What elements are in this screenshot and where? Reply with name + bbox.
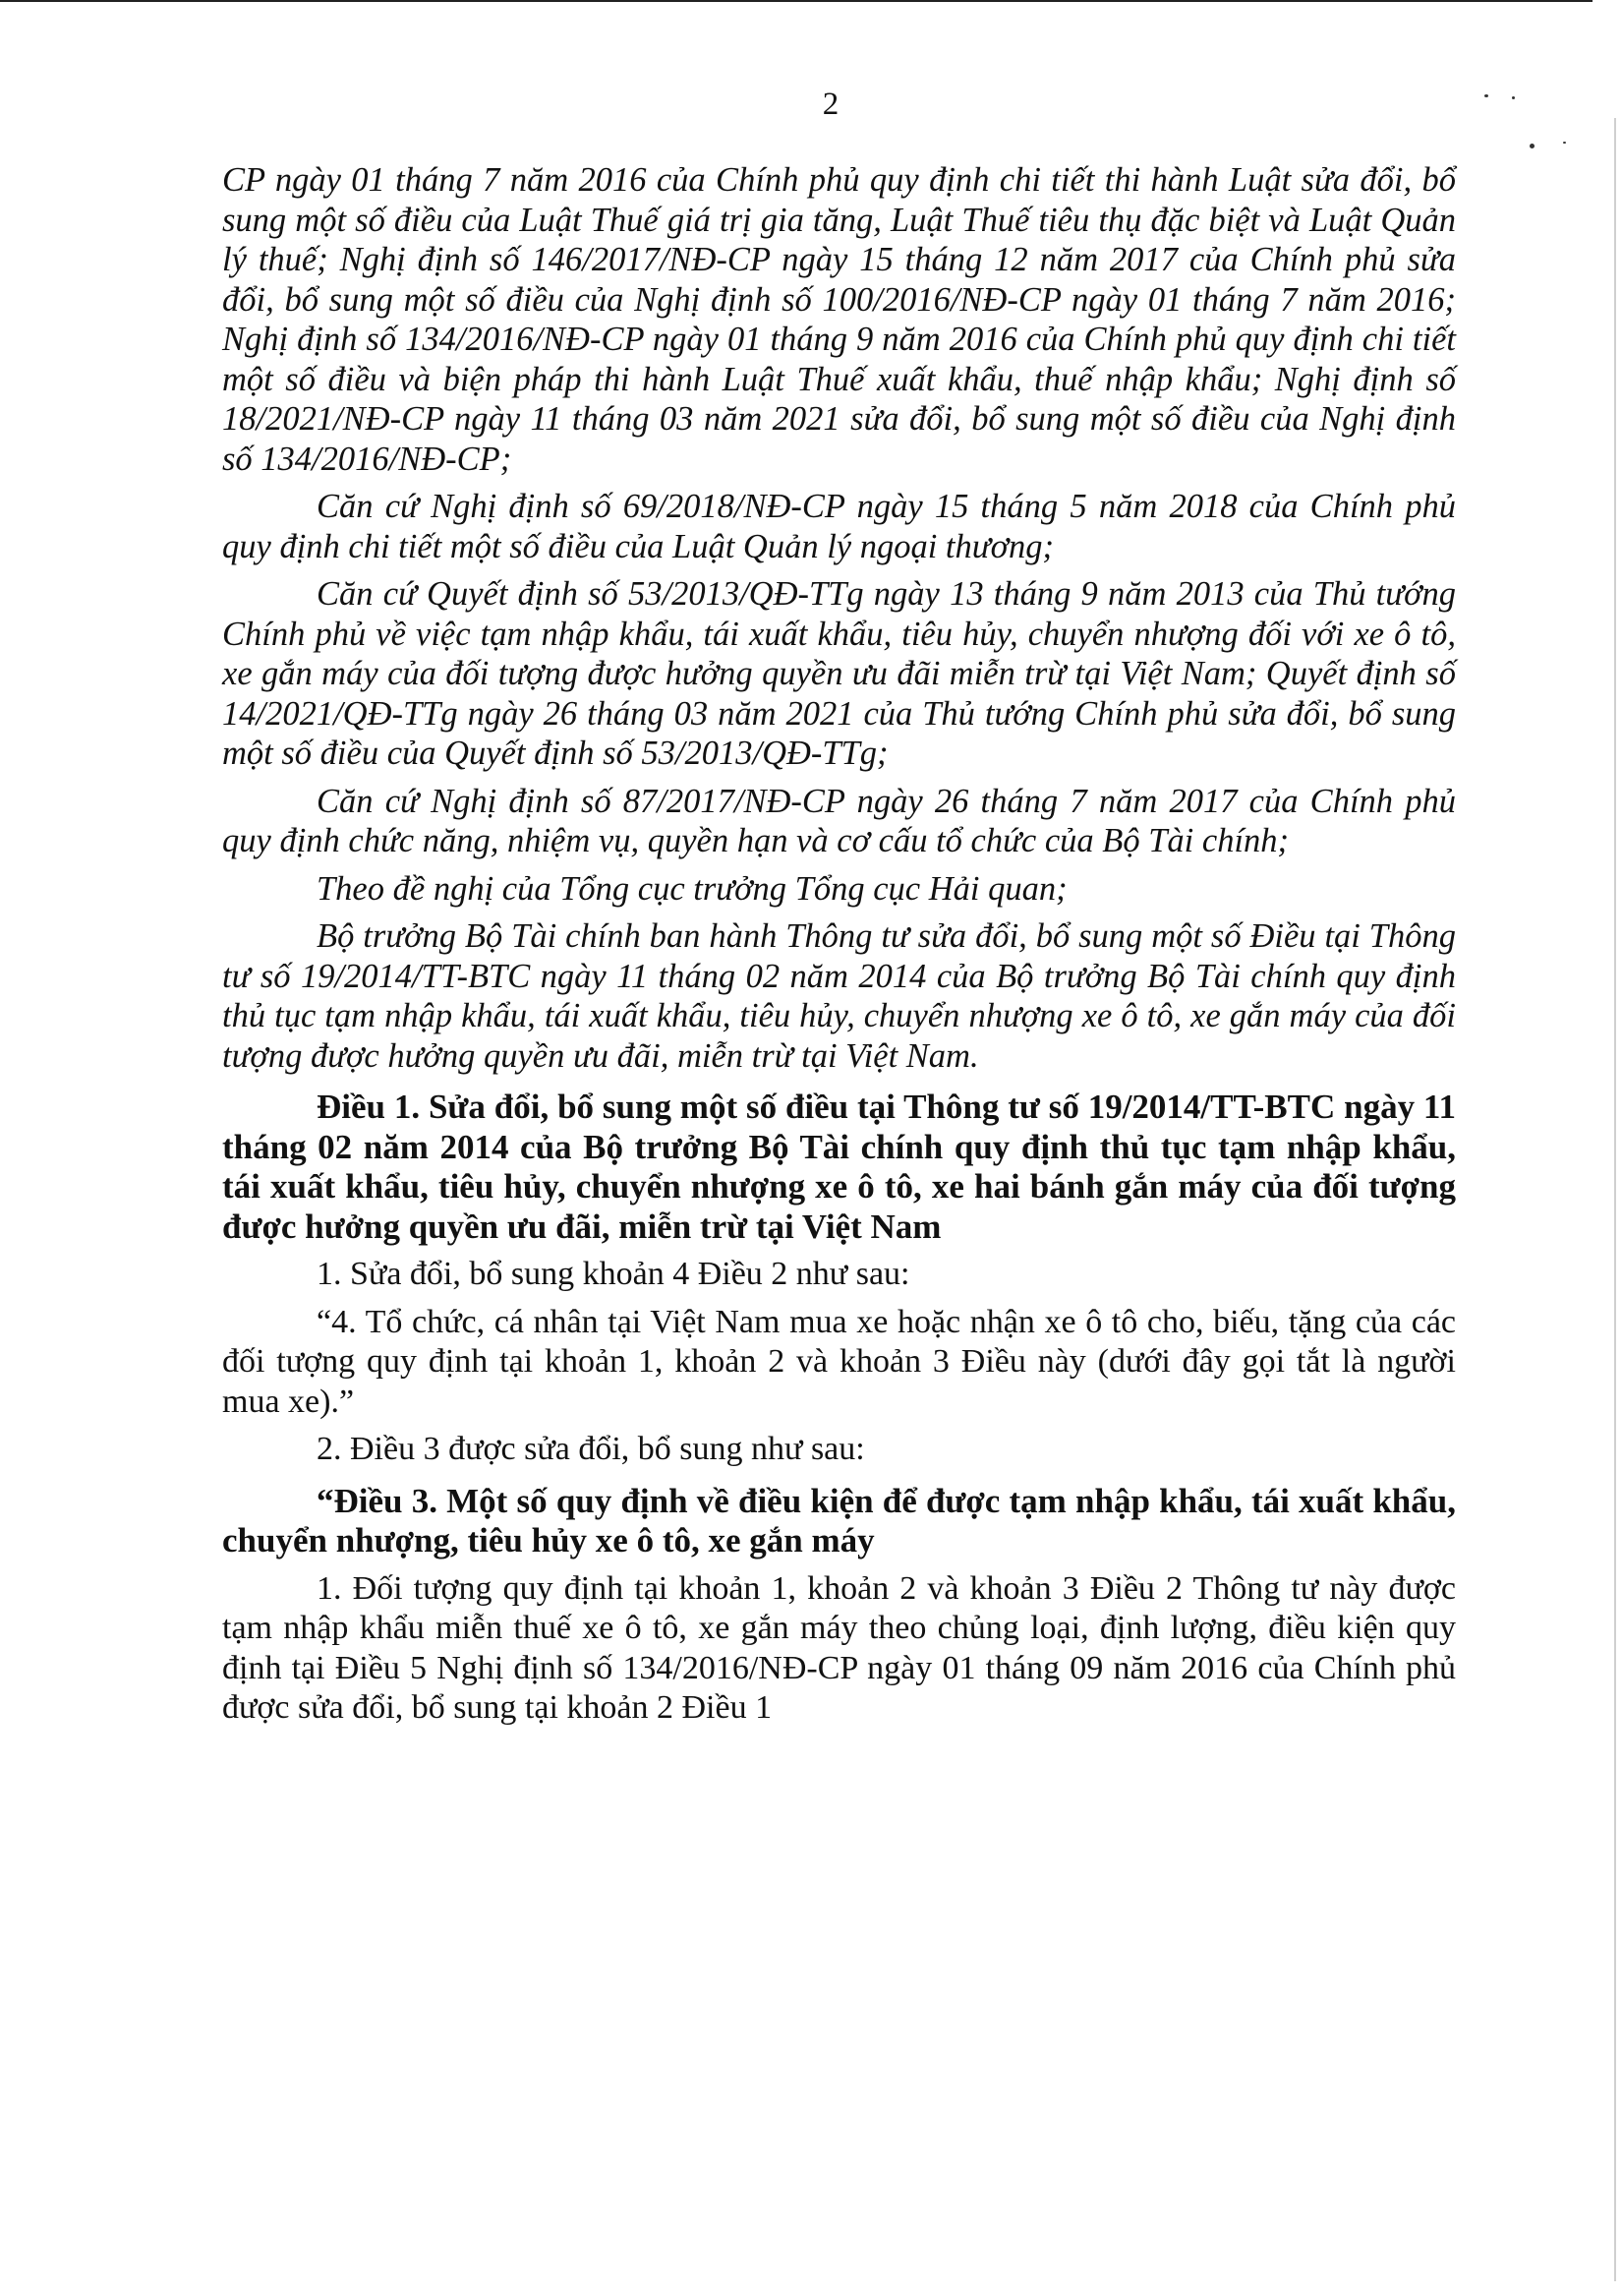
article-3-clause-1: 1. Đối tượng quy định tại khoản 1, khoản 2 và khoản 3 Điều 2 Thông tư này được tạm nhập khẩu miễn thuế xe ô tô, xe gắn máy theo chủng loại, định lượng, điều kiện quy định tại Điều 5 Nghị định số 134/2016/NĐ-CP ngày 01 tháng 09 năm 2016 của Chính phủ được sửa đổi, bổ sung tại khoản 2 Điều 1 xyxy=(222,1569,1456,1726)
issuance-paragraph: Bộ trưởng Bộ Tài chính ban hành Thông tư sửa đổi, bổ sung một số Điều tại Thông tư số 19/2014/TT-BTC ngày 11 tháng 02 năm 2014 của Bộ trưởng Bộ Tài chính quy định thủ tục tạm nhập khẩu, tái xuất khẩu, tiêu hủy, chuyển nhượng xe ô tô, xe gắn máy của đối tượng được hưởng quyền ưu đãi, miễn trừ tại Việt Nam. xyxy=(222,917,1456,1075)
legal-basis-paragraph: Căn cứ Quyết định số 53/2013/QĐ-TTg ngày 13 tháng 9 năm 2013 của Thủ tướng Chính phủ về việc tạm nhập khẩu, tái xuất khẩu, tiêu hủy, chuyển nhượng đối với xe ô tô, xe gắn máy của đối tượng được hưởng quyền ưu đãi miễn trừ tại Việt Nam; Quyết định số 14/2021/QĐ-TTg ngày 26 tháng 03 năm 2021 của Thủ tướng Chính phủ sửa đổi, bổ sung một số điều của Quyết định số 53/2013/QĐ-TTg; xyxy=(222,575,1456,772)
article-3-heading: “Điều 3. Một số quy định về điều kiện để được tạm nhập khẩu, tái xuất khẩu, chuyển nhượng, tiêu hủy xe ô tô, xe gắn máy xyxy=(222,1481,1456,1560)
proposal-paragraph: Theo đề nghị của Tổng cục trưởng Tổng cục Hải quan; xyxy=(317,869,1068,908)
article-1-heading: Điều 1. Sửa đổi, bổ sung một số điều tại Thông tư số 19/2014/TT-BTC ngày 11 tháng 02 năm 2014 của Bộ trưởng Bộ Tài chính quy định thủ tục tạm nhập khẩu, tái xuất khẩu, tiêu hủy, chuyển nhượng xe ô tô, xe hai bánh gắn máy của đối tượng được hưởng quyền ưu đãi, miễn trừ tại Việt Nam xyxy=(222,1088,1456,1246)
clause-2: 2. Điều 3 được sửa đổi, bổ sung như sau: xyxy=(317,1431,865,1467)
legal-basis-paragraph: CP ngày 01 tháng 7 năm 2016 của Chính phủ quy định chi tiết thi hành Luật sửa đổi, bổ sung một số điều của Luật Thuế giá trị gia tăng, Luật Thuế tiêu thụ đặc biệt và Luật Quản lý thuế; Nghị định số 146/2017/NĐ-CP ngày 15 tháng 12 năm 2017 của Chính phủ sửa đổi, bổ sung một số điều của Nghị định số 100/2016/NĐ-CP ngày 01 tháng 7 năm 2016; Nghị định số 134/2016/NĐ-CP ngày 01 tháng 9 năm 2016 của Chính phủ quy định chi tiết một số điều và biện pháp thi hành Luật Thuế xuất khẩu, thuế nhập khẩu; Nghị định số 18/2021/NĐ-CP ngày 11 tháng 03 năm 2021 sửa đổi, bổ sung một số điều của Nghị định số 134/2016/NĐ-CP; xyxy=(222,161,1456,478)
clause-1-quote: “4. Tổ chức, cá nhân tại Việt Nam mua xe hoặc nhận xe ô tô cho, biếu, tặng của các đối tượng quy định tại khoản 1, khoản 2 và khoản 3 Điều này (dưới đây gọi tắt là người mua xe).” xyxy=(222,1303,1456,1420)
scan-speck xyxy=(1530,144,1535,148)
legal-basis-paragraph: Căn cứ Nghị định số 87/2017/NĐ-CP ngày 26 tháng 7 năm 2017 của Chính phủ quy định chức năng, nhiệm vụ, quyền hạn và cơ cấu tổ chức của Bộ Tài chính; xyxy=(222,782,1456,859)
legal-basis-paragraph: Căn cứ Nghị định số 69/2018/NĐ-CP ngày 15 tháng 5 năm 2018 của Chính phủ quy định chi tiết một số điều của Luật Quản lý ngoại thương; xyxy=(222,488,1456,565)
scan-right-border xyxy=(1614,118,1616,2281)
clause-1: 1. Sửa đổi, bổ sung khoản 4 Điều 2 như sau: xyxy=(317,1256,910,1292)
document-body xyxy=(222,160,1456,1729)
page-number: 2 xyxy=(822,87,840,122)
scan-speck xyxy=(1563,142,1566,144)
scan-top-border xyxy=(0,0,1593,2)
